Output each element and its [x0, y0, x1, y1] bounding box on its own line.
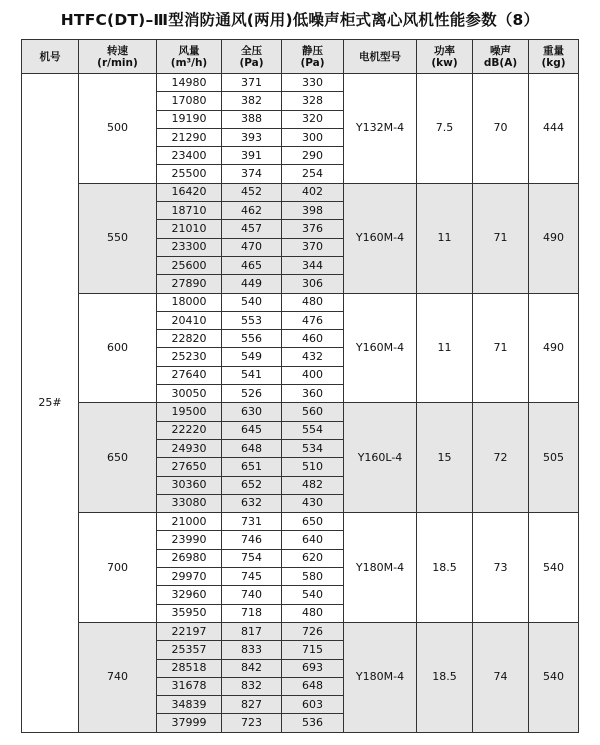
- static-pressure-cell: 482: [282, 476, 344, 494]
- static-pressure-cell: 344: [282, 256, 344, 274]
- total-pressure-cell: 382: [222, 92, 282, 110]
- table-row: [22, 403, 579, 421]
- static-pressure-cell: 402: [282, 183, 344, 201]
- column-header-label: 重量: [543, 44, 564, 57]
- airflow-cell: 16420: [157, 183, 222, 201]
- column-header-label: 全压: [241, 44, 262, 57]
- airflow-cell: 23400: [157, 147, 222, 165]
- power-cell: 18.5: [417, 513, 473, 623]
- airflow-cell: 19190: [157, 110, 222, 128]
- column-header-unit: (kg): [541, 56, 566, 69]
- airflow-cell: 21010: [157, 220, 222, 238]
- column-header-unit: (r/min): [97, 56, 138, 69]
- total-pressure-cell: 718: [222, 604, 282, 622]
- motor-model-cell: Y160M-4: [344, 183, 417, 293]
- total-pressure-cell: 470: [222, 238, 282, 256]
- speed-cell: 600: [79, 293, 157, 403]
- static-pressure-cell: 640: [282, 531, 344, 549]
- total-pressure-cell: 827: [222, 696, 282, 714]
- static-pressure-cell: 290: [282, 147, 344, 165]
- column-header: [473, 40, 529, 74]
- static-pressure-cell: 370: [282, 238, 344, 256]
- static-pressure-cell: 534: [282, 439, 344, 457]
- airflow-cell: 14980: [157, 74, 222, 92]
- airflow-cell: 25500: [157, 165, 222, 183]
- static-pressure-cell: 603: [282, 696, 344, 714]
- static-pressure-cell: 320: [282, 110, 344, 128]
- column-header-unit: (m³/h): [170, 56, 208, 69]
- airflow-cell: 21000: [157, 513, 222, 531]
- airflow-cell: 22820: [157, 330, 222, 348]
- airflow-cell: 27890: [157, 275, 222, 293]
- total-pressure-cell: 630: [222, 403, 282, 421]
- total-pressure-cell: 388: [222, 110, 282, 128]
- power-cell: 18.5: [417, 622, 473, 732]
- airflow-cell: 17080: [157, 92, 222, 110]
- column-header: [344, 40, 417, 74]
- noise-cell: 74: [473, 622, 529, 732]
- total-pressure-cell: 556: [222, 330, 282, 348]
- column-header-label: 静压: [302, 44, 323, 57]
- airflow-cell: 20410: [157, 311, 222, 329]
- total-pressure-cell: 462: [222, 202, 282, 220]
- airflow-cell: 27650: [157, 458, 222, 476]
- power-cell: 15: [417, 403, 473, 513]
- airflow-cell: 37999: [157, 714, 222, 732]
- total-pressure-cell: 540: [222, 293, 282, 311]
- total-pressure-cell: 723: [222, 714, 282, 732]
- airflow-cell: 32960: [157, 586, 222, 604]
- weight-cell: 490: [529, 293, 579, 403]
- total-pressure-cell: 452: [222, 183, 282, 201]
- static-pressure-cell: 400: [282, 366, 344, 384]
- power-cell: 11: [417, 293, 473, 403]
- noise-cell: 72: [473, 403, 529, 513]
- column-header: [417, 40, 473, 74]
- total-pressure-cell: 371: [222, 74, 282, 92]
- page-title: HTFC(DT)–Ⅲ型消防通风(两用)低噪声柜式离心风机性能参数（8）: [60, 11, 540, 29]
- static-pressure-cell: 715: [282, 641, 344, 659]
- static-pressure-cell: 693: [282, 659, 344, 677]
- static-pressure-cell: 554: [282, 421, 344, 439]
- total-pressure-cell: 648: [222, 439, 282, 457]
- total-pressure-cell: 832: [222, 677, 282, 695]
- header-row: [22, 40, 579, 74]
- static-pressure-cell: 620: [282, 549, 344, 567]
- motor-model-cell: Y160M-4: [344, 293, 417, 403]
- airflow-cell: 33080: [157, 494, 222, 512]
- total-pressure-cell: 549: [222, 348, 282, 366]
- motor-model-cell: Y160L-4: [344, 403, 417, 513]
- total-pressure-cell: 652: [222, 476, 282, 494]
- airflow-cell: 30360: [157, 476, 222, 494]
- table-row: [22, 293, 579, 311]
- airflow-cell: 18000: [157, 293, 222, 311]
- airflow-cell: 22197: [157, 622, 222, 640]
- machine-number-cell: 25#: [22, 74, 79, 733]
- column-header-label: 转速: [107, 44, 128, 57]
- table-row: [22, 183, 579, 201]
- column-header-label: 功率: [434, 44, 455, 57]
- column-header: [157, 40, 222, 74]
- static-pressure-cell: 510: [282, 458, 344, 476]
- column-header: [282, 40, 344, 74]
- noise-cell: 71: [473, 293, 529, 403]
- static-pressure-cell: 726: [282, 622, 344, 640]
- static-pressure-cell: 300: [282, 128, 344, 146]
- airflow-cell: 29970: [157, 568, 222, 586]
- column-header: [22, 40, 79, 74]
- column-header-label: 机号: [39, 50, 61, 63]
- weight-cell: 540: [529, 622, 579, 732]
- total-pressure-cell: 449: [222, 275, 282, 293]
- speed-cell: 700: [79, 513, 157, 623]
- airflow-cell: 35950: [157, 604, 222, 622]
- static-pressure-cell: 480: [282, 604, 344, 622]
- static-pressure-cell: 480: [282, 293, 344, 311]
- static-pressure-cell: 306: [282, 275, 344, 293]
- weight-cell: 505: [529, 403, 579, 513]
- speed-cell: 740: [79, 622, 157, 732]
- speed-cell: 650: [79, 403, 157, 513]
- table-body: [22, 74, 579, 733]
- total-pressure-cell: 632: [222, 494, 282, 512]
- total-pressure-cell: 740: [222, 586, 282, 604]
- static-pressure-cell: 376: [282, 220, 344, 238]
- total-pressure-cell: 541: [222, 366, 282, 384]
- table-row: [22, 513, 579, 531]
- table-row: [22, 622, 579, 640]
- static-pressure-cell: 360: [282, 385, 344, 403]
- static-pressure-cell: 398: [282, 202, 344, 220]
- total-pressure-cell: 645: [222, 421, 282, 439]
- airflow-cell: 23300: [157, 238, 222, 256]
- total-pressure-cell: 374: [222, 165, 282, 183]
- static-pressure-cell: 580: [282, 568, 344, 586]
- static-pressure-cell: 650: [282, 513, 344, 531]
- total-pressure-cell: 553: [222, 311, 282, 329]
- noise-cell: 73: [473, 513, 529, 623]
- airflow-cell: 30050: [157, 385, 222, 403]
- static-pressure-cell: 536: [282, 714, 344, 732]
- column-header-unit: dB(A): [483, 56, 518, 69]
- total-pressure-cell: 833: [222, 641, 282, 659]
- motor-model-cell: Y132M-4: [344, 74, 417, 184]
- power-cell: 11: [417, 183, 473, 293]
- airflow-cell: 26980: [157, 549, 222, 567]
- total-pressure-cell: 754: [222, 549, 282, 567]
- airflow-cell: 34839: [157, 696, 222, 714]
- airflow-cell: 18710: [157, 202, 222, 220]
- airflow-cell: 24930: [157, 439, 222, 457]
- noise-cell: 71: [473, 183, 529, 293]
- total-pressure-cell: 746: [222, 531, 282, 549]
- motor-model-cell: Y180M-4: [344, 622, 417, 732]
- column-header-unit: (Pa): [239, 56, 264, 69]
- airflow-cell: 23990: [157, 531, 222, 549]
- total-pressure-cell: 731: [222, 513, 282, 531]
- total-pressure-cell: 817: [222, 622, 282, 640]
- static-pressure-cell: 460: [282, 330, 344, 348]
- column-header-label: 电机型号: [359, 50, 401, 63]
- motor-model-cell: Y180M-4: [344, 513, 417, 623]
- airflow-cell: 19500: [157, 403, 222, 421]
- airflow-cell: 28518: [157, 659, 222, 677]
- column-header-unit: (kw): [431, 56, 458, 69]
- static-pressure-cell: 254: [282, 165, 344, 183]
- column-header: [79, 40, 157, 74]
- total-pressure-cell: 465: [222, 256, 282, 274]
- column-header: [529, 40, 579, 74]
- airflow-cell: 25357: [157, 641, 222, 659]
- total-pressure-cell: 457: [222, 220, 282, 238]
- speed-cell: 550: [79, 183, 157, 293]
- static-pressure-cell: 432: [282, 348, 344, 366]
- static-pressure-cell: 328: [282, 92, 344, 110]
- airflow-cell: 21290: [157, 128, 222, 146]
- total-pressure-cell: 842: [222, 659, 282, 677]
- weight-cell: 540: [529, 513, 579, 623]
- noise-cell: 70: [473, 74, 529, 184]
- total-pressure-cell: 391: [222, 147, 282, 165]
- static-pressure-cell: 540: [282, 586, 344, 604]
- power-cell: 7.5: [417, 74, 473, 184]
- weight-cell: 490: [529, 183, 579, 293]
- airflow-cell: 27640: [157, 366, 222, 384]
- static-pressure-cell: 430: [282, 494, 344, 512]
- total-pressure-cell: 526: [222, 385, 282, 403]
- airflow-cell: 31678: [157, 677, 222, 695]
- total-pressure-cell: 393: [222, 128, 282, 146]
- speed-cell: 500: [79, 74, 157, 184]
- table-row: [22, 74, 579, 92]
- static-pressure-cell: 330: [282, 74, 344, 92]
- static-pressure-cell: 648: [282, 677, 344, 695]
- airflow-cell: 25230: [157, 348, 222, 366]
- column-header-unit: (Pa): [300, 56, 325, 69]
- total-pressure-cell: 745: [222, 568, 282, 586]
- total-pressure-cell: 651: [222, 458, 282, 476]
- column-header-label: 风量: [178, 44, 200, 57]
- airflow-cell: 22220: [157, 421, 222, 439]
- airflow-cell: 25600: [157, 256, 222, 274]
- static-pressure-cell: 476: [282, 311, 344, 329]
- performance-table: [21, 39, 579, 733]
- column-header-label: 噪声: [490, 44, 511, 57]
- static-pressure-cell: 560: [282, 403, 344, 421]
- column-header: [222, 40, 282, 74]
- weight-cell: 444: [529, 74, 579, 184]
